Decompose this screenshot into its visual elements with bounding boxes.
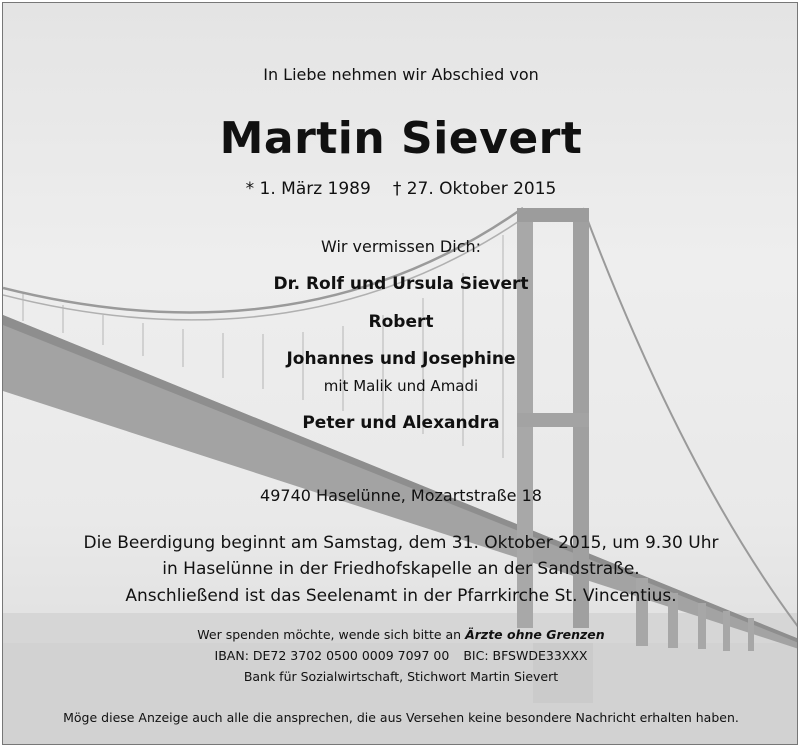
family-line: Robert: [368, 312, 434, 332]
footer-note: Möge diese Anzeige auch alle die ansprechen, die aus Versehen keine besondere Nachricht erhalten haben.: [63, 710, 739, 725]
birth-date: * 1. März 1989: [245, 179, 371, 199]
donation-organization: Ärzte ohne Grenzen: [465, 627, 605, 642]
funeral-line: in Haselünne in der Friedhofskapelle an der Sandstraße.: [162, 559, 640, 579]
family-line: Peter und Alexandra: [302, 413, 500, 433]
iban: IBAN: DE72 3702 0500 0009 7097 00: [214, 648, 450, 663]
family-line: Johannes und Josephine: [286, 349, 516, 369]
family-address: 49740 Haselünne, Mozartstraße 18: [260, 486, 542, 505]
funeral-line: Anschließend ist das Seelenamt in der Pfarrkirche St. Vincentius.: [125, 586, 677, 606]
bank-reference: Bank für Sozialwirtschaft, Stichwort Martin Sievert: [243, 669, 559, 684]
notice-text: [3, 3, 798, 745]
bic: BIC: BFSWDE33XXX: [463, 648, 588, 663]
life-dates: [3, 179, 798, 199]
bank-account: [3, 648, 798, 663]
family-subline: mit Malik und Amadi: [323, 377, 479, 395]
donation-request: [3, 627, 798, 642]
obituary-notice: [2, 2, 798, 745]
death-date: † 27. Oktober 2015: [392, 179, 557, 199]
family-line: Dr. Rolf und Ursula Sievert: [273, 274, 529, 294]
donation-intro: Wer spenden möchte, wende sich bitte an: [197, 627, 462, 642]
funeral-line: Die Beerdigung beginnt am Samstag, dem 31. Oktober 2015, um 9.30 Uhr: [83, 533, 719, 553]
miss-text: Wir vermissen Dich:: [320, 237, 482, 256]
deceased-name: Martin Sievert: [219, 113, 583, 164]
intro-text: In Liebe nehmen wir Abschied von: [263, 65, 539, 84]
